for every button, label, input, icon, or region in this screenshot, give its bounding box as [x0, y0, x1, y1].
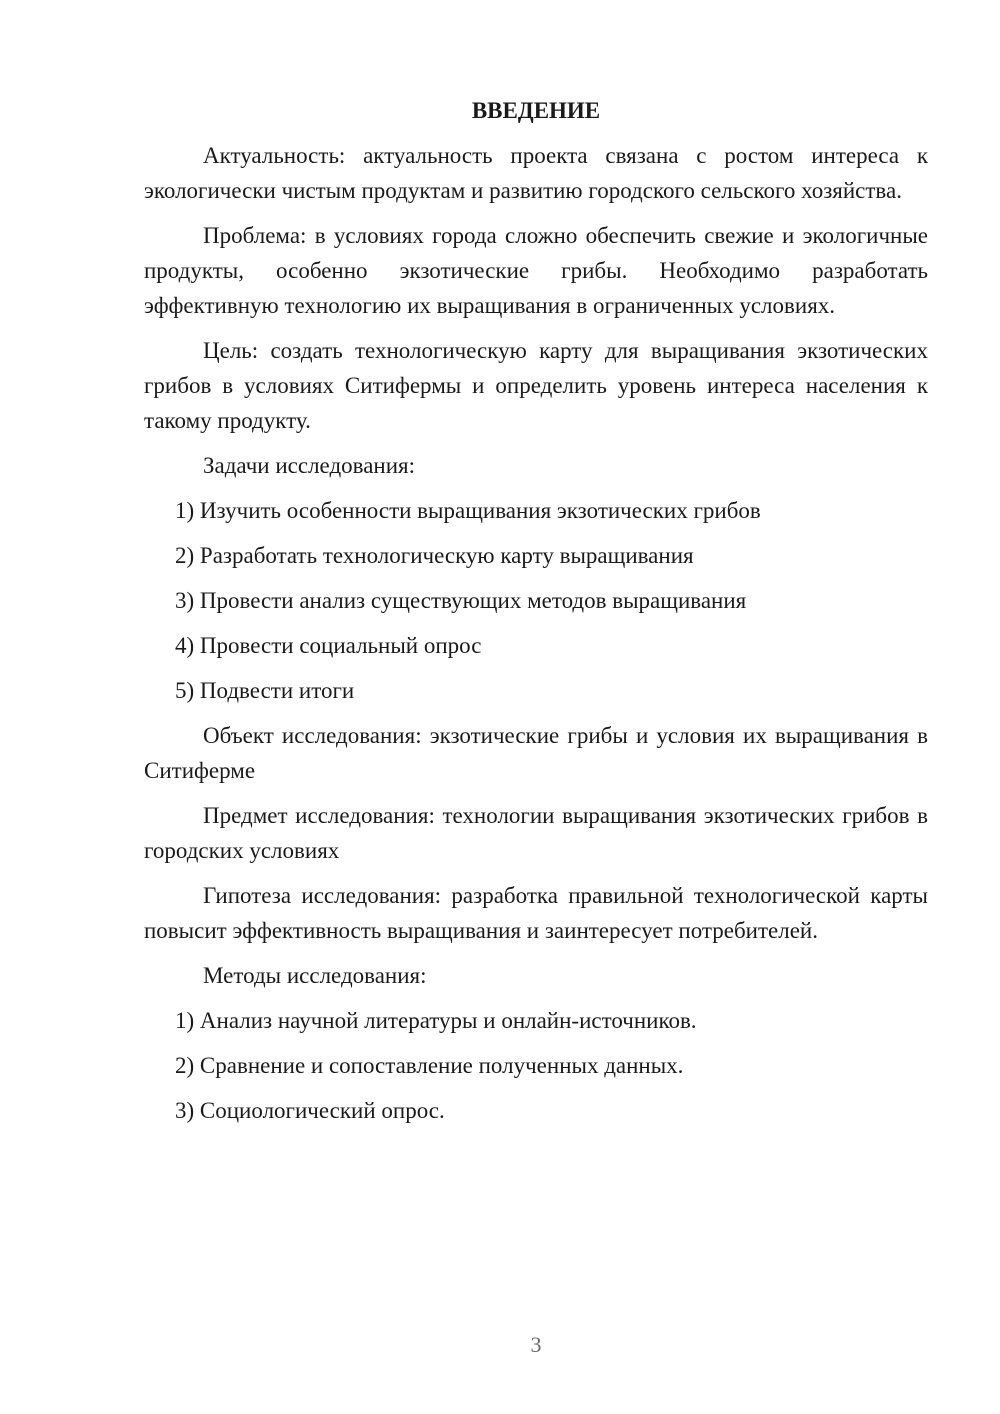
object-paragraph: Объект исследования: экзотические грибы и условия их выращивания в Ситиферме	[144, 723, 928, 783]
task-item-3: 3) Провести анализ существующих методов выращивания	[175, 588, 747, 613]
task-item-2: 2) Разработать технологическую карту выращивания	[175, 543, 694, 568]
relevance-paragraph: Актуальность: актуальность проекта связана с ростом интереса к экологически чистым продуктам и развитию городского сельского хозяйства.	[144, 143, 928, 203]
hypothesis-paragraph: Гипотеза исследования: разработка правильной технологической карты повысит эффективность выращивания и заинтересует потребителей.	[144, 883, 928, 943]
task-item-5: 5) Подвести итоги	[175, 678, 355, 703]
method-item-1: 1) Анализ научной литературы и онлайн-источников.	[175, 1008, 697, 1033]
task-item-1: 1) Изучить особенности выращивания экзотических грибов	[175, 498, 761, 523]
method-item-2: 2) Сравнение и сопоставление полученных данных.	[175, 1053, 684, 1078]
page-content	[144, 96, 928, 1138]
task-item-4: 4) Провести социальный опрос	[175, 633, 482, 658]
section-heading: ВВЕДЕНИЕ	[471, 98, 601, 123]
tasks-label: Задачи исследования:	[203, 453, 416, 478]
methods-label: Методы исследования:	[203, 963, 427, 988]
method-item-3: 3) Социологический опрос.	[175, 1098, 445, 1123]
page-number: 3	[530, 1332, 542, 1357]
problem-paragraph: Проблема: в условиях города сложно обеспечить свежие и экологичные продукты, особенно экзотические грибы. Необходимо разработать эффективную технологию их выращивания в ограниченных условиях.	[144, 223, 928, 318]
goal-paragraph: Цель: создать технологическую карту для выращивания экзотических грибов в условиях Ситифермы и определить уровень интереса населения к такому продукту.	[144, 338, 928, 433]
subject-paragraph: Предмет исследования: технологии выращивания экзотических грибов в городских условиях	[144, 803, 928, 863]
